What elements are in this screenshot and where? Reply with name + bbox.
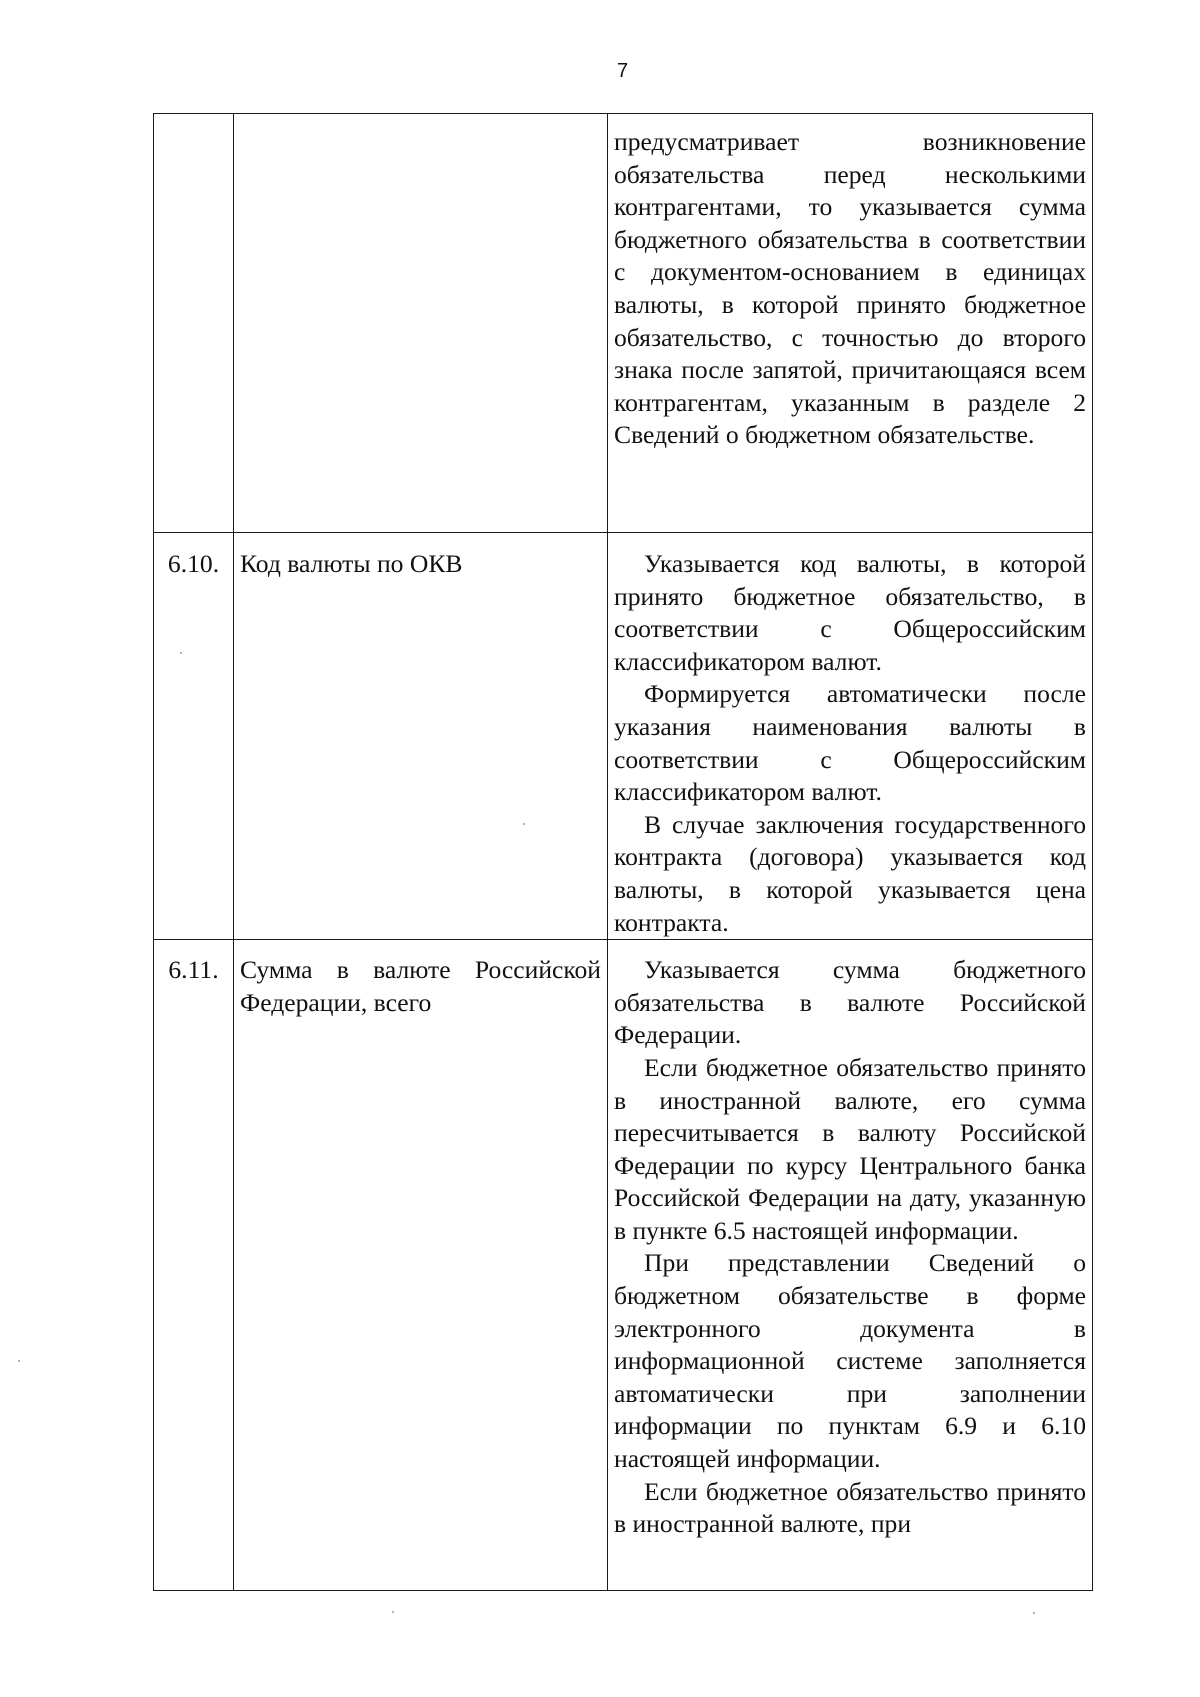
item-number-cell bbox=[154, 533, 234, 940]
item-number-cell bbox=[154, 940, 234, 1591]
description-paragraph: Если бюджетное обязательство принято в иностранной валюте, при bbox=[614, 1476, 1086, 1539]
field-name: Код валюты по ОКВ bbox=[240, 549, 463, 578]
table-row bbox=[154, 940, 1093, 1591]
description-paragraph: Указывается код валюты, в которой принято бюджетное обязательство, в соответствии с Общероссийским классификатором валют. bbox=[614, 549, 1086, 676]
specification-table bbox=[153, 113, 1093, 1591]
item-number-cell bbox=[154, 114, 234, 533]
description-paragraph: предусматривает возникновение обязательства перед несколькими контрагентами, то указывается сумма бюджетного обязательства в соответствии с документом-основанием в единицах валюты, в которой принято бюджетное обязательство, с точностью до второго знака после запятой, причитающаяся всем контрагентам, указанным в разделе 2 Сведений о бюджетном обязательстве. bbox=[614, 127, 1086, 450]
field-name-cell bbox=[234, 940, 608, 1591]
field-name-cell bbox=[234, 114, 608, 533]
description-paragraph: Указывается сумма бюджетного обязательства в валюте Российской Федерации. bbox=[614, 955, 1086, 1050]
field-name: Сумма в валюте Российской Федерации, всего bbox=[240, 955, 601, 1017]
description-cell bbox=[608, 114, 1093, 533]
page-number: 7 bbox=[616, 60, 629, 82]
description-paragraph: В случае заключения государственного контракта (договора) указывается код валюты, в которой указывается цена контракта. bbox=[614, 809, 1086, 937]
scan-speck bbox=[523, 823, 525, 825]
scan-speck bbox=[180, 652, 182, 654]
description-paragraph: При представлении Сведений о бюджетном обязательстве в форме электронного документа в информационной системе заполняется автоматически при заполнении информации по пунктам 6.9 и 6.10 настоящей информации. bbox=[614, 1248, 1086, 1474]
item-number: 6.11. bbox=[168, 955, 219, 985]
scan-speck bbox=[1033, 1612, 1035, 1614]
scan-speck bbox=[18, 1360, 20, 1362]
scan-speck bbox=[392, 1611, 394, 1613]
description-cell bbox=[608, 940, 1093, 1591]
field-name-cell bbox=[234, 533, 608, 940]
description-paragraph: Формируется автоматически после указания наименования валюты в соответствии с Общероссийским классификатором валют. bbox=[614, 679, 1086, 807]
table-row bbox=[154, 533, 1093, 940]
description-paragraph: Если бюджетное обязательство принято в иностранной валюте, его сумма пересчитывается в валюту Российской Федерации по курсу Центрального банка Российской Федерации на дату, указанную в пункте 6.5 настоящей информации. bbox=[614, 1052, 1086, 1245]
table-row bbox=[154, 114, 1093, 533]
description-cell bbox=[608, 533, 1093, 940]
item-number: 6.10. bbox=[167, 549, 220, 578]
